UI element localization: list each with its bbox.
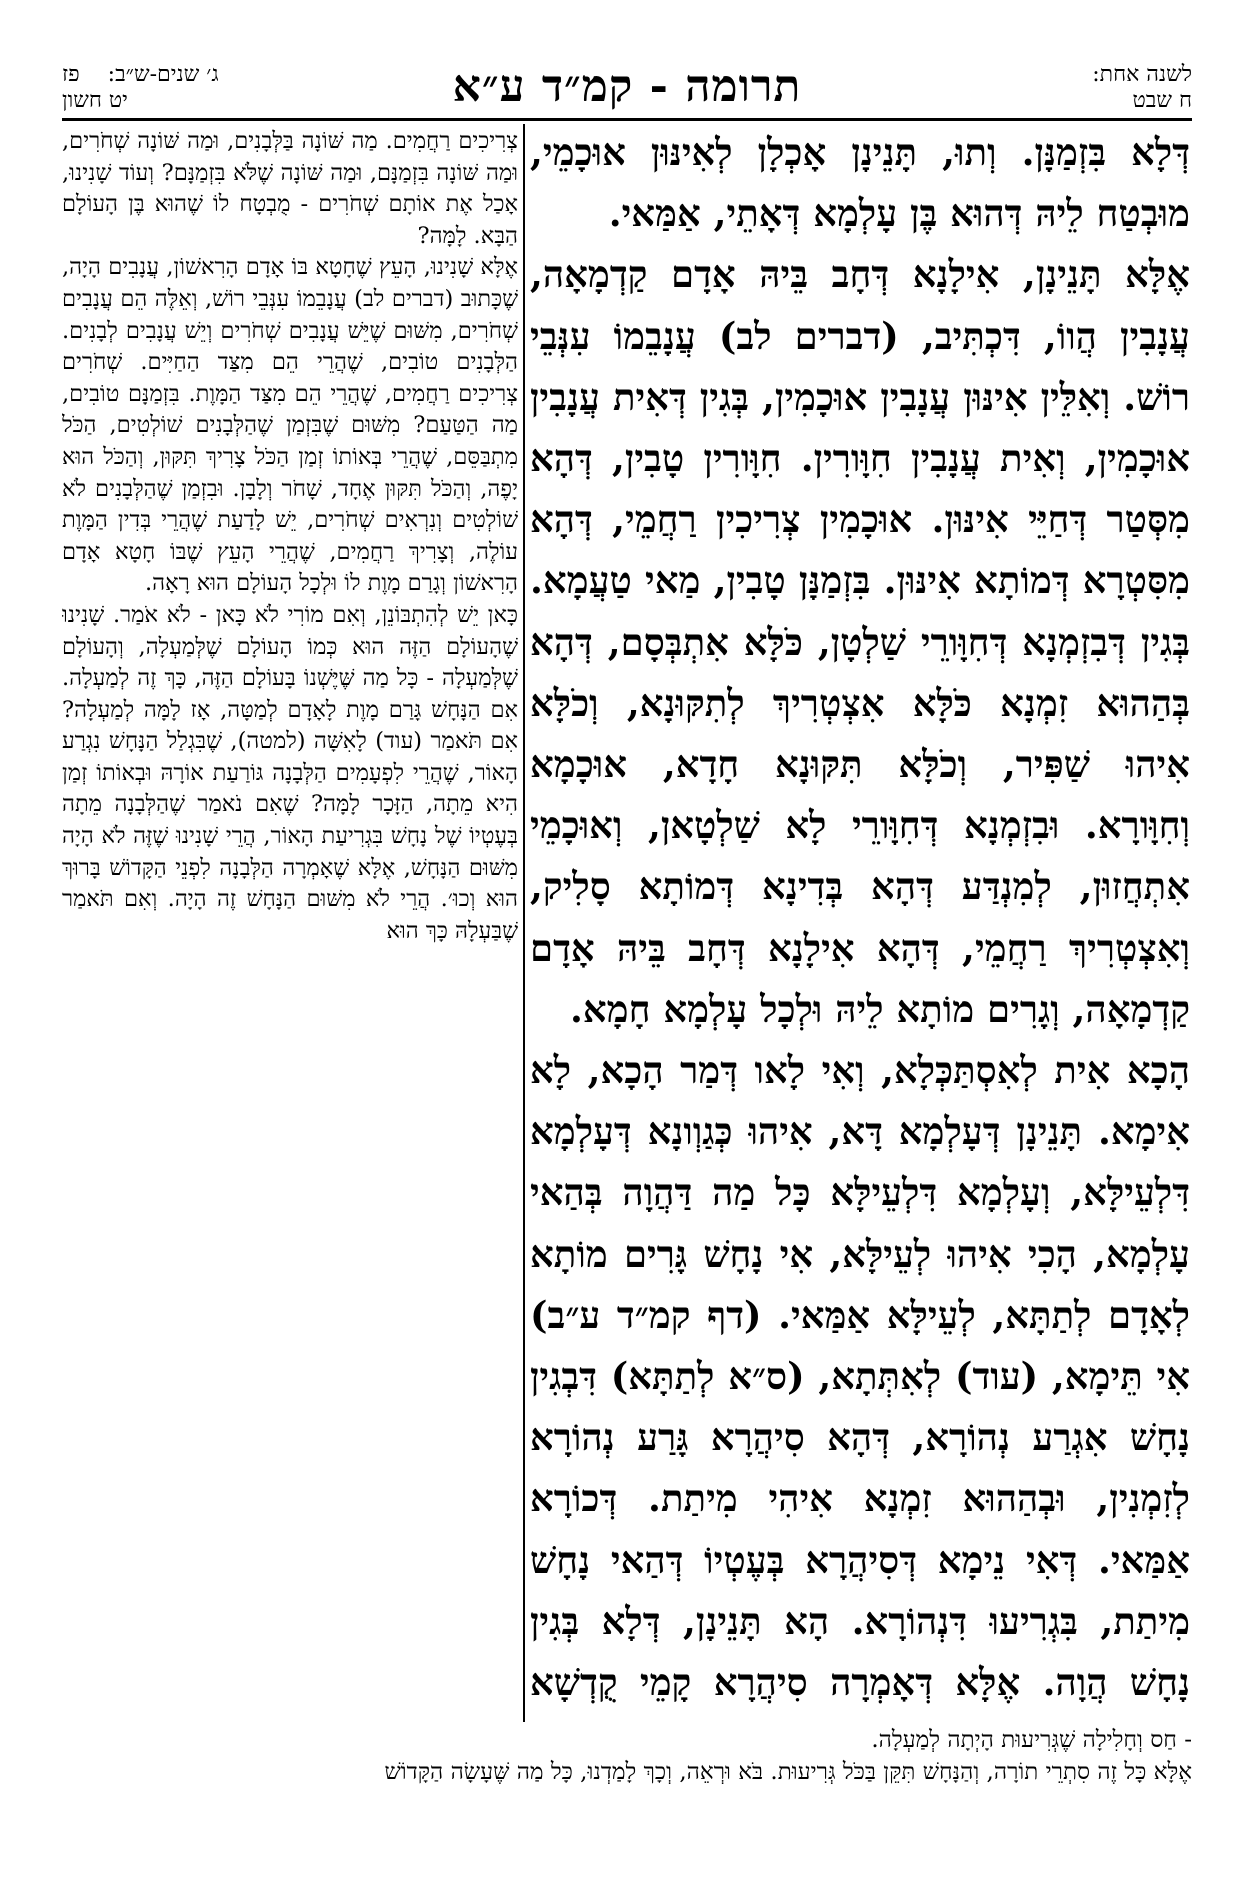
translation-paragraph: אֶלָּא שָׁנִינוּ, הָעֵץ שֶׁחָטָא בּוֹ אָדָם הָרִאשׁוֹן, עֲנָבִים הָיָה, שֶׁכָּתוּב (דברים לב) עֲנָבֵמוֹ עִנְּבֵי רוֹשׁ, וְאֵלֶּה הֵם עֲנָבִים שְׁחֹרִים, מִשּׁוּם שֶׁיֵּשׁ עֲנָבִים שְׁחֹרִים וְיֵשׁ עֲנָבִים לְבָנִים. הַלְּבָנִים טוֹבִים, שֶׁהֲרֵי הֵם מִצַּד הַחַיִּים. שְׁחֹרִים צְרִיכִים רַחֲמִים, שֶׁהֲרֵי הֵם מִצַּד הַמָּוֶת. בִּזְמַנָּם טוֹבִים, מַה הַטַּעַם? מִשּׁוּם שֶׁבִּזְמַן שֶׁהַלְּבָנִים שׁוֹלְטִים, הַכֹּל מִתְבַּסֵּם, שֶׁהֲרֵי בְּאוֹתוֹ זְמַן הַכֹּל צָרִיךְ תִּקּוּן, וְהַכֹּל הוּא יָפֶה, וְהַכֹּל תִּקּוּן אֶחָד, שָׁחֹר וְלָבָן. וּבִזְמַן שֶׁהַלְּבָנִים לֹא שׁוֹלְטִים וְנִרְאִים שְׁחֹרִים, יֵשׁ לָדַעַת שֶׁהֲרֵי בְּדִין הַמָּוֶת עוֹלֶה, וְצָרִיךְ רַחֲמִים, שֶׁהֲרֵי הָעֵץ שֶׁבּוֹ חָטָא אָדָם הָרִאשׁוֹן וְגָרַם מָוֶת לוֹ וּלְכָל הָעוֹלָם הוּא רָאָה. bbox=[62, 254, 518, 597]
main-text-column bbox=[530, 122, 1190, 1722]
header-divider bbox=[62, 118, 1192, 121]
header-left-info bbox=[62, 62, 219, 114]
main-paragraph: דְּלָא בִּזְמַנָּן. וְתוּ, תָּנֵינָן אָכְלָן לְאִינּוּן אוּכָמֵי, מוּבְטַח לֵיהּ דְּהוּא בֶּן עָלְמָא דְּאָתֵי, אַמַּאי. bbox=[530, 130, 1190, 236]
study-plan-one-year-date: ח שבט bbox=[1132, 88, 1192, 113]
page-number: פז bbox=[62, 62, 80, 87]
footer-line: אֶלָּא כָּל זֶה סִתְרֵי תוֹרָה, וְהַנָּחָשׁ תִּקֵּן בַּכֹּל גְּרִיעוּת. בֹּא וּרְאֵה, וְכָךְ לָמַדְנוּ, כָּל מַה שֶּׁעָשָׂה הַקָּדוֹשׁ bbox=[384, 1759, 1192, 1785]
page-footer-translation bbox=[62, 1724, 1192, 1824]
translation-paragraph: כָּאן יֵשׁ לְהִתְבּוֹנֵן, וְאִם מוֹרִי לֹא כָּאן - לֹא אֹמַר. שָׁנִינוּ שֶׁהָעוֹלָם הַזֶּה הוּא כְּמוֹ הָעוֹלָם שֶׁלְּמַעְלָה, וְהָעוֹלָם שֶׁלְּמַעְלָה - כָּל מַה שֶּׁיֶּשְׁנוֹ בָּעוֹלָם הַזֶּה, כָּךְ זֶה לְמַעְלָה. אִם הַנָּחָשׁ גָּרַם מָוֶת לָאָדָם לְמַטָּה, אָז לָמָּה לְמַעְלָה? אִם תֹּאמַר (עוד) לָאִשָּׁה (למטה), שֶׁבִּגְלַל הַנָּחָשׁ נִגְרַע הָאוֹר, שֶׁהֲרֵי לִפְעָמִים הַלְּבָנָה גּוֹרַעַת אוֹרָהּ וּבְאוֹתוֹ זְמַן הִיא מֵתָה, הַזָּכָר לָמָּה? שֶׁאִם נֹאמַר שֶׁהַלְּבָנָה מֵתָה בְּעֶטְיוֹ שֶׁל נָחָשׁ בִּגְרִיעַת הָאוֹר, הֲרֵי שָׁנִינוּ שֶׁזֶּה לֹא הָיָה מִשּׁוּם הַנָּחָשׁ, אֶלָּא שֶׁאָמְרָה הַלְּבָנָה לִפְנֵי הַקָּדוֹשׁ בָּרוּךְ הוּא וְכוּ׳. הֲרֵי לֹא מִשּׁוּם הַנָּחָשׁ זֶה הָיָה. וְאִם תֹּאמַר שֶׁבַּעְלָהּ כָּךְ הוּא bbox=[62, 601, 518, 944]
study-plan-three-years-date: יט חשון bbox=[62, 88, 128, 113]
translation-column bbox=[62, 126, 518, 1720]
page-header bbox=[62, 60, 1192, 118]
column-divider bbox=[523, 124, 525, 1722]
footer-line: - חַס וְחָלִילָה שֶׁגְּרִיעוּת הָיְתָה לְמַעְלָה. bbox=[871, 1727, 1192, 1753]
translation-paragraph: צְרִיכִים רַחֲמִים. מַה שּׁוֹנָה בַּלְּבָנִים, וּמַה שּׁוֹנָה שְׁחֹרִים, וּמַה שּׁוֹנָה בִּזְמַנָּם, וּמַה שּׁוֹנָה שֶׁלֹּא בִּזְמַנָּם? וְעוֹד שָׁנִינוּ, אָכַל אֶת אוֹתָם שְׁחֹרִים - מֻבְטָח לוֹ שֶׁהוּא בֶּן הָעוֹלָם הַבָּא. לָמָּה? bbox=[62, 128, 518, 249]
study-plan-one-year: לשנה אחת: bbox=[1092, 62, 1192, 87]
main-paragraph: אֶלָּא תָּנֵינָן, אִילָנָא דְּחָב בֵּיהּ אָדָם קַדְמָאָה, עֲנָבִין הֲווֹ, דִּכְתִּיב, (דברים לב) עֲנָבֵמוֹ עִנְּבֵי רוֹשׁ. וְאִלֵּין אִינּוּן עֲנָבִין אוּכָמִין, בְּגִין דְּאִית עֲנָבִין אוּכָמִין, וְאִית עֲנָבִין חִוָּורִין. חִוָּורִין טָבִין, דְּהָא מִסְּטַר דְּחַיֵּי אִינּוּן. אוּכָמִין צְרִיכִין רַחֲמֵי, דְּהָא מִסִּטְרָא דְּמוֹתָא אִינּוּן. בִּזְמַנָּן טָבִין, מַאי טַעֲמָא. בְּגִין דְּבִזְמְנָא דְּחִוָּורֵי שַׁלְטָן, כֹּלָּא אִתְבְּסָם, דְּהָא בְּהַהוּא זִמְנָא כֹּלָּא אִצְטְרִיךְ לְתִקּוּנָא, וְכֹלָּא אִיהוּ שַׁפִּיר, וְכֹלָּא תִּקּוּנָא חָדָא, אוּכָמָא וְחִוָּורָא. וּבִזְמְנָא דְּחִוָּורֵי לָא שַׁלְטָאן, וְאוּכָמֵי אִתְחֲזוּן, לְמִנְדַּע דְּהָא בְּדִינָא דְּמוֹתָא סָלִיק, וְאִצְטְרִיךְ רַחֲמֵי, דְּהָא אִילָנָא דְּחָב בֵּיהּ אָדָם קַדְמָאָה, וְגָרִים מוֹתָא לֵיהּ וּלְכָל עָלְמָא חָמָא. bbox=[530, 252, 1190, 1031]
page-title: תרומה - קמ״ד ע״א bbox=[452, 61, 802, 112]
main-paragraph: הָכָא אִית לְאִסְתַּכְּלָא, וְאִי לָאו דְּמַר הָכָא, לָא אִימָא. תָּנֵינָן דְּעָלְמָא דָּא, אִיהוּ כְּגַוְונָא דְּעָלְמָא דִּלְעֵילָּא, וְעָלְמָא דִּלְעֵילָּא כָּל מַה דַּהֲוָה בְּהַאי עָלְמָא, הָכִי אִיהוּ לְעֵילָּא, אִי נָחָשׁ גָּרִים מוֹתָא לְאָדָם לְתַתָּא, לְעֵילָּא אַמַּאי. (דף קמ״ד ע״ב) אִי תֵּימָא, (עוד) לְאִתְּתָא, (ס״א לְתַתָּא) דִּבְגִין נָחָשׁ אִגְרַע נְהוֹרָא, דְּהָא סִיהֲרָא גָּרַע נְהוֹרָא לְזִמְנִין, וּבְהַהוּא זִמְנָא אִיהִי מִיתַת. דְּכוֹרָא אַמַּאי. דְּאִי נֵימָא דְּסִיהֲרָא בְּעֶטְיוֹ דְּהַאי נָחָשׁ מִיתַת, בִּגְרִיעוּ דִּנְהוֹרָא. הָא תָּנֵינָן, דְּלָא בְּגִין נָחָשׁ הֲוָה. אֶלָּא דְּאָמְרָה סִיהֲרָא קָמֵי קֻדְשָׁא bbox=[530, 1048, 1190, 1705]
study-plan-three-years: ג׳ שנים-ש״ב: bbox=[107, 62, 219, 87]
